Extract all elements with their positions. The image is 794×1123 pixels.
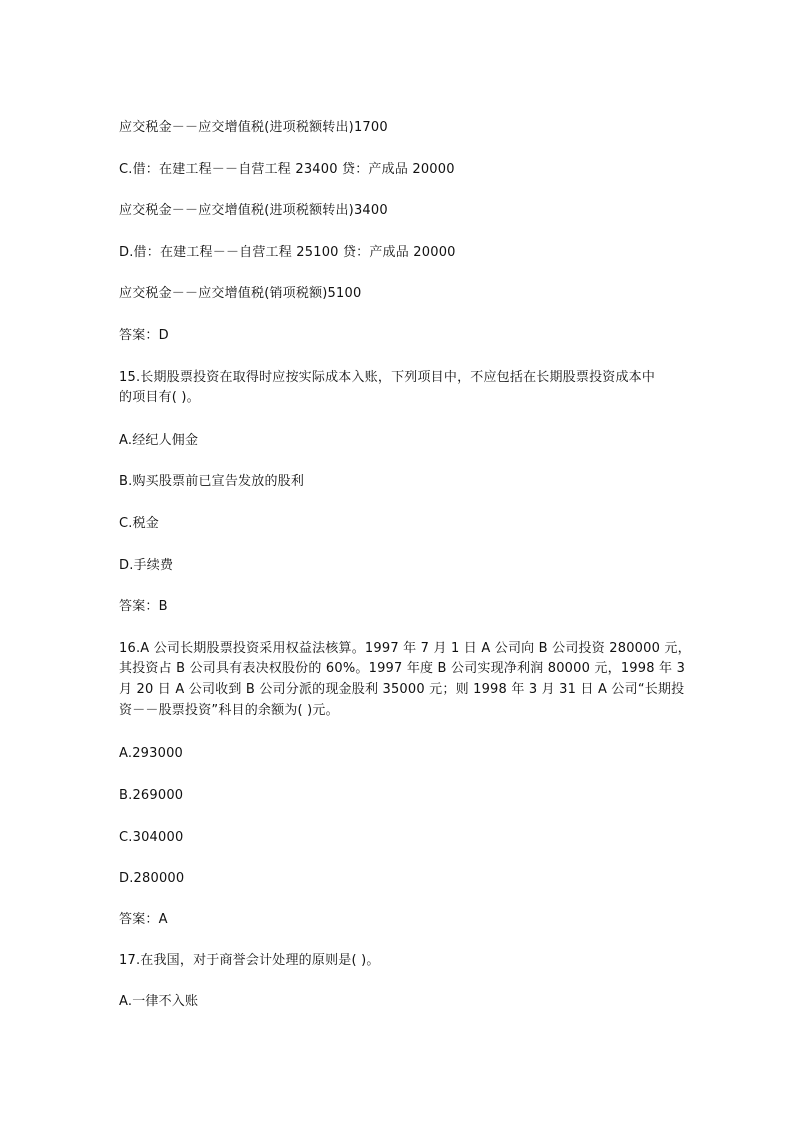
option-d-entry: D.借：在建工程－－自营工程 25100 贷：产成品 20000 — [119, 245, 456, 260]
journal-line-vat-transfer-1700: 应交税金－－应交增值税(进项税额转出)1700 — [119, 120, 388, 135]
question-15-option-a: A.经纪人佣金 — [119, 433, 199, 448]
question-17-option-a: A.一律不入账 — [119, 994, 199, 1009]
question-17: 17.在我国，对于商誉会计处理的原则是( )。 — [119, 953, 380, 968]
question-16-line1: 16.A 公司长期股票投资采用权益法核算。1997 年 7 月 1 日 A 公司向 B 公司投资 280000 元， — [119, 641, 691, 656]
question-15-option-c: C.税金 — [119, 516, 160, 531]
answer-15: 答案：B — [119, 599, 168, 614]
question-15-option-d: D.手续费 — [119, 558, 174, 573]
journal-line-vat-transfer-3400: 应交税金－－应交增值税(进项税额转出)3400 — [119, 203, 388, 218]
question-16-option-d: D.280000 — [119, 871, 185, 886]
question-16-line2: 其投资占 B 公司具有表决权股份的 60%。1997 年度 B 公司实现净利润 80000 元，1998 年 3 — [119, 661, 686, 676]
journal-line-output-vat-5100: 应交税金－－应交增值税(销项税额)5100 — [119, 286, 362, 301]
question-15-line1: 15.长期股票投资在取得时应按实际成本入账，下列项目中，不应包括在长期股票投资成本中 — [119, 370, 656, 385]
answer-16: 答案：A — [119, 912, 168, 927]
question-16-line4: 资－－股票投资”科目的余额为( )元。 — [119, 703, 339, 718]
document-page — [119, 0, 691, 1123]
question-15-line2: 的项目有( )。 — [119, 390, 200, 405]
option-c-entry: C.借：在建工程－－自营工程 23400 贷：产成品 20000 — [119, 162, 455, 177]
question-16-option-c: C.304000 — [119, 830, 184, 845]
answer-14: 答案：D — [119, 328, 169, 343]
question-16-option-b: B.269000 — [119, 788, 184, 803]
question-16-line3: 月 20 日 A 公司收到 B 公司分派的现金股利 35000 元；则 1998 年 3 月 31 日 A 公司“长期投 — [119, 682, 685, 697]
question-15-option-b: B.购买股票前已宣告发放的股利 — [119, 474, 305, 489]
question-16-option-a: A.293000 — [119, 746, 184, 761]
